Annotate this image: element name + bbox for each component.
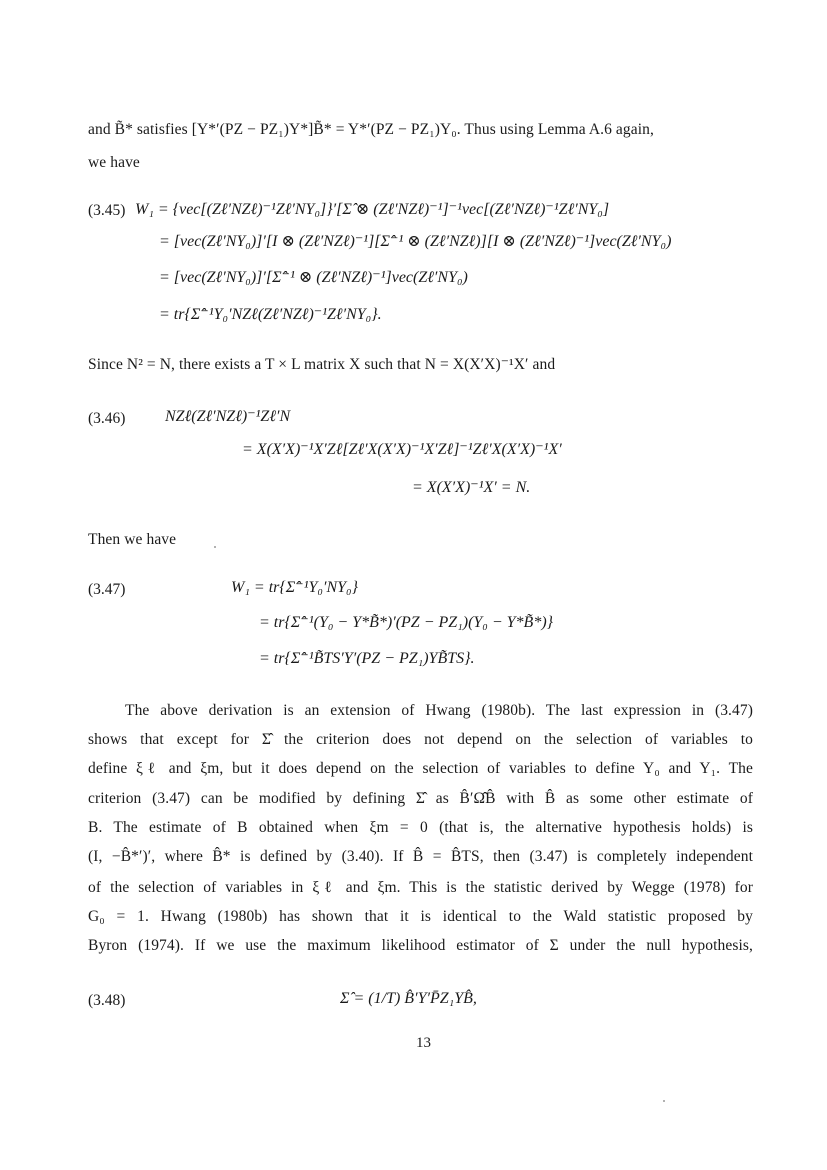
- paragraph-line-4: criterion (3.47) can be modified by defining Σ̂ as B̂′Ω̂B̂ with B̂ as some other estimate of: [88, 790, 753, 807]
- equation-3-46-line-1: NZℓ(Zℓ′NZℓ)⁻¹Zℓ′N: [165, 408, 291, 425]
- scan-speck: [214, 546, 216, 548]
- intro-line-2: we have: [88, 154, 140, 171]
- equation-3-45-line-1: W₁ = {vec[(Zℓ′NZℓ)⁻¹Zℓ′NY₀]}′[Σ̂ ⊗ (Zℓ′NZℓ)⁻¹]⁻¹vec[(Zℓ′NZℓ)⁻¹Zℓ′NY₀]: [135, 201, 610, 218]
- equation-3-48-body: Σ̂ = (1/T) B̂′Y′P̄Z₁YB̂,: [340, 990, 477, 1007]
- paragraph-line-5: B. The estimate of B obtained when ξm = 0 (that is, the alternative hypothesis holds) is: [88, 819, 753, 836]
- equation-3-45-label: (3.45): [88, 202, 126, 219]
- paragraph-line-3: define ξℓ and ξm, but it does depend on the selection of variables to define Y₀ and Y₁. The: [88, 760, 753, 777]
- equation-3-46-line-2: = X(X′X)⁻¹X′Zℓ[Zℓ′X(X′X)⁻¹X′Zℓ]⁻¹Zℓ′X(X′X)⁻¹X′: [242, 441, 562, 458]
- equation-3-46-line-3: = X(X′X)⁻¹X′ = N.: [412, 479, 531, 496]
- since-line: Since N² = N, there exists a T × L matrix X such that N = X(X′X)⁻¹X′ and: [88, 356, 556, 373]
- equation-3-46-label: (3.46): [88, 410, 126, 427]
- equation-3-45-line-3: = [vec(Zℓ′NY₀)]′[Σ̂⁻¹ ⊗ (Zℓ′NZℓ)⁻¹]vec(Zℓ′NY₀): [159, 269, 468, 286]
- equation-3-47-line-2: = tr{Σ̂⁻¹(Y₀ − Y*B̃*)′(PZ − PZ₁)(Y₀ − Y*B̃*)}: [259, 614, 554, 631]
- equation-3-45-line-2: = [vec(Zℓ′NY₀)]′[I ⊗ (Zℓ′NZℓ)⁻¹][Σ̂⁻¹ ⊗ (Zℓ′NZℓ)][I ⊗ (Zℓ′NZℓ)⁻¹]vec(Zℓ′NY₀): [159, 233, 672, 250]
- paragraph-line-1: The above derivation is an extension of Hwang (1980b). The last expression in (3.47): [125, 702, 753, 719]
- equation-3-47-line-1: W₁ = tr{Σ̂⁻¹Y₀′NY₀}: [231, 579, 358, 596]
- equation-3-45-line-4: = tr{Σ̂⁻¹Y₀′NZℓ(Zℓ′NZℓ)⁻¹Zℓ′NY₀}.: [159, 306, 382, 323]
- equation-3-47-line-3: = tr{Σ̂⁻¹B̃TS′Y′(PZ − PZ₁)YB̃TS}.: [259, 650, 475, 667]
- equation-3-48-label: (3.48): [88, 992, 126, 1009]
- paragraph-line-9: Byron (1974). If we use the maximum likelihood estimator of Σ under the null hypothesis,: [88, 937, 753, 954]
- intro-line-1: and B̃* satisfies [Y*′(PZ − PZ₁)Y*]B̃* = Y*′(PZ − PZ₁)Y₀. Thus using Lemma A.6 again,: [88, 121, 654, 138]
- scan-speck: [663, 1100, 665, 1102]
- paragraph-line-6: (I, −B̂*′)′, where B̂* is defined by (3.40). If B̂ = B̂TS, then (3.47) is completely independent: [88, 848, 753, 865]
- then-line: Then we have: [88, 531, 177, 548]
- paragraph-line-2: shows that except for Σ̂ the criterion does not depend on the selection of variables to: [88, 731, 753, 748]
- page-number: 13: [416, 1035, 431, 1051]
- equation-3-47-label: (3.47): [88, 581, 126, 598]
- paragraph-line-7: of the selection of variables in ξℓ and ξm. This is the statistic derived by Wegge (1978) for: [88, 879, 753, 896]
- paragraph-line-8: G₀ = 1. Hwang (1980b) has shown that it is identical to the Wald statistic proposed by: [88, 908, 753, 925]
